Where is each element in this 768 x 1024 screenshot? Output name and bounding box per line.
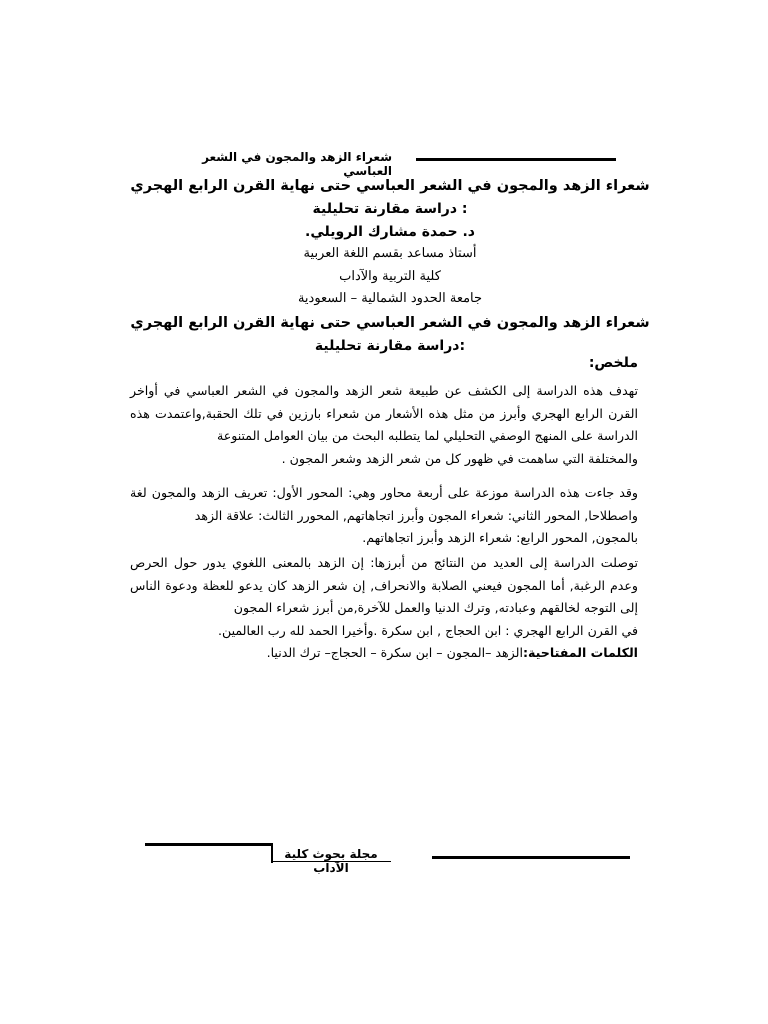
paper-subtitle: : دراسة مقارنة تحليلية bbox=[312, 201, 468, 217]
paragraph-last-line: في القرن الرابع الهجري : ابن الحجاج , ابن سكرة .وأخيرا الحمد لله رب العالمين. bbox=[217, 622, 638, 638]
author-position: أستاذ مساعد بقسم اللغة العربية bbox=[303, 246, 477, 261]
paragraph-text: تهدف هذه الدراسة إلى الكشف عن طبيعة شعر الزهد والمجون في الشعر العباسي في أواخر القرن الرابع الهجري وأبرز من مثل هذه الأشعار من شعراء بارزين في تلك الحقبة,واعتمدت هذه الدراسة على المنهج الوصفي التحليلي لما يتطلبه البحث من بيان العوامل المتنوعة bbox=[130, 383, 638, 444]
abstract-paragraph-2 bbox=[130, 482, 638, 550]
paragraph-last-line: بالمجون, المحور الرابع: شعراء الزهد وأبرز اتجاهاتهم. bbox=[362, 530, 638, 546]
paper-title-repeat: شعراء الزهد والمجون في الشعر العباسي حتى نهاية القرن الرابع الهجري bbox=[130, 315, 650, 331]
header-rule bbox=[416, 158, 616, 161]
paragraph-text: وقد جاءت هذه الدراسة موزعة على أربعة محاور وهي: المحور الأول: تعريف الزهد والمجون لغة واصطلاحا, المحور الثاني: شعراء المجون وأبرز اتجاهاتهم, المحورر الثالث: علاقة الزهد bbox=[130, 485, 638, 523]
paragraph-last-line: والمختلفة التي ساهمت في ظهور كل من شعر الزهد وشعر المجون . bbox=[281, 450, 638, 466]
author-name: د. حمدة مشارك الرويلي. bbox=[305, 224, 475, 240]
paragraph-text: توصلت الدراسة إلى العديد من النتائج من أبرزها: إن الزهد بالمعنى اللغوي يدور حول الحرص وعدم الرغبة, أما المجون فيعني الصلابة والانحراف, إن شعر الزهد كان يدعو للعظة ودعوة الناس إلى التوجه لخالقهم وعبادته, وترك الدنيا والعمل للآخرة,من أبرز شعراء المجون bbox=[130, 555, 638, 616]
paper-subtitle-repeat: :دراسة مقارنة تحليلية bbox=[314, 338, 466, 354]
footer-rule bbox=[432, 856, 630, 859]
author-college: كلية التربية والآداب bbox=[339, 269, 441, 284]
running-head: شعراء الزهد والمجون في الشعر العباسي bbox=[202, 150, 392, 178]
keywords-label: الكلمات المفتاحية: bbox=[522, 645, 638, 660]
abstract-heading: ملخص: bbox=[588, 355, 638, 371]
keywords-list: الزهد –المجون – ابن سكرة – الحجاج– ترك الدنيا. bbox=[266, 645, 523, 660]
footer-rule bbox=[145, 843, 273, 846]
paper-title: شعراء الزهد والمجون في الشعر العباسي حتى نهاية القرن الرابع الهجري bbox=[130, 178, 650, 194]
journal-name: مجلة بحوث كلية الآداب bbox=[284, 847, 378, 875]
abstract-paragraph-1 bbox=[130, 380, 638, 470]
keywords-line bbox=[130, 642, 638, 665]
abstract-paragraph-3 bbox=[130, 552, 638, 642]
author-university: جامعة الحدود الشمالية – السعودية bbox=[297, 291, 483, 306]
